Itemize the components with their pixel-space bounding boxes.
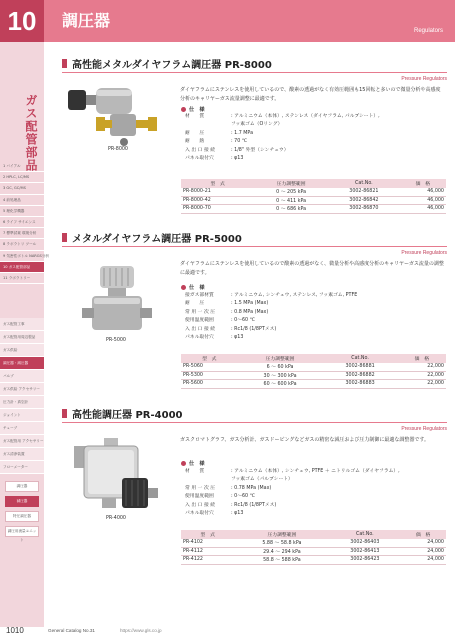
spec-value: : 0〜60 ℃ — [231, 494, 256, 500]
spec-label: パネル取付穴 — [185, 156, 214, 162]
spec-value: : 70 ℃ — [231, 139, 248, 145]
table-row — [181, 539, 446, 548]
col-header-model: 型 式 — [181, 354, 238, 363]
spec-row — [185, 468, 445, 476]
spec-label: 使用温度範囲 — [185, 318, 214, 324]
section-marker — [62, 233, 67, 242]
spec-value: : 1.7 MPa — [231, 130, 254, 136]
spec-label: 材 質 — [185, 114, 205, 119]
sidebar-subitem[interactable]: ガス配管用 アクセサリー — [0, 435, 44, 448]
spec-label — [185, 476, 231, 484]
spec-label: 耐 熱 — [185, 139, 205, 145]
spec-label: 材 質 — [185, 469, 205, 474]
section-title-en: Pressure Regulators — [401, 250, 447, 256]
sidebar-subitem[interactable]: ガス供給 — [0, 344, 44, 357]
col-header-range: 圧力調整範囲 — [234, 530, 329, 539]
cell-catno: 3002-86881 — [323, 363, 398, 372]
cell-catno: 3002-86821 — [328, 188, 400, 197]
sidebar-button-active[interactable]: 減圧器 — [5, 496, 39, 507]
section-header-pr4000 — [62, 406, 447, 419]
spec-row — [185, 485, 445, 493]
section-divider — [62, 72, 447, 73]
spec-value: : 1.5 MPa (Max) — [231, 301, 269, 307]
spec-value: : φ13 — [231, 335, 244, 341]
sidebar-subitem[interactable]: バルブ — [0, 370, 44, 383]
cell-model: PR-5600 — [181, 380, 238, 389]
spec-row — [185, 130, 445, 138]
spec-row — [185, 334, 445, 342]
spec-label: 入 出 口 接 続 — [185, 147, 216, 153]
cell-range: 0 〜 686 kPa — [254, 205, 328, 214]
cell-price: 24,000 — [400, 556, 446, 565]
cell-model: PR-5060 — [181, 363, 238, 372]
table-row — [181, 371, 446, 380]
sidebar-chapter-10[interactable]: 10 ガス配管部品 — [0, 262, 44, 273]
section-header-pr8000 — [62, 56, 447, 69]
table-row — [181, 380, 446, 389]
model-table-pr4000 — [181, 530, 446, 565]
section-description: ガスクロマトグラフ、ガス分析計、ガスドーピングなどガスの精密な減圧および圧力制御に最適な調整器です。 — [180, 437, 430, 443]
sidebar-chapter-list — [0, 161, 50, 284]
table-row — [181, 556, 446, 565]
sidebar-chapter-6[interactable]: 6 ライフ サイエンス — [0, 217, 44, 228]
spec-row — [185, 326, 445, 334]
cell-range: 58.8 〜 588 kPa — [234, 556, 329, 565]
spec-row — [185, 138, 445, 146]
spec-label: 入 出 口 接 続 — [185, 326, 216, 332]
spec-row — [185, 147, 445, 155]
spec-label: パネル取付穴 — [185, 511, 214, 517]
spec-row — [185, 121, 445, 129]
page-title: 調圧器 — [62, 11, 111, 30]
sidebar-button[interactable]: 調圧用流量ユニット — [5, 526, 39, 537]
section-marker — [62, 59, 67, 68]
col-header-range: 圧力調整範囲 — [238, 354, 323, 363]
cell-price: 24,000 — [400, 539, 446, 548]
image-caption: PR-8000 — [108, 147, 128, 152]
cell-price: 22,000 — [398, 363, 446, 372]
spec-value: : Rc1/8 (1/8PTメス) — [231, 326, 277, 332]
spec-label: 耐 圧 — [185, 130, 205, 136]
spec-row — [185, 309, 445, 317]
cell-range: 0 〜 411 kPa — [254, 196, 328, 205]
sidebar-chapter-5[interactable]: 5 理化学機器 — [0, 206, 44, 217]
section-title-en: Pressure Regulators — [401, 426, 447, 432]
cell-model: PR-4102 — [181, 539, 234, 548]
section-divider — [62, 246, 447, 247]
cell-model: PR-8000-70 — [181, 205, 254, 214]
col-header-price: 価 格 — [400, 179, 446, 188]
pr8000-product-image — [62, 84, 172, 154]
page-subtitle: Regulators — [413, 28, 443, 34]
sidebar-chapter-11[interactable]: 11 ラボラトリー — [0, 273, 44, 284]
sidebar-chapter-9[interactable]: 9 気密性ボトル NARGS分析 — [0, 251, 44, 262]
cell-price: 22,000 — [398, 380, 446, 389]
spec-label: 接ガス部材質 — [185, 293, 214, 298]
section-title-en: Pressure Regulators — [401, 76, 447, 82]
section-header-pr5000 — [62, 230, 447, 243]
spec-row — [185, 155, 445, 163]
spec-row — [185, 113, 445, 121]
section-description: ダイヤフラムにステンレスを使用しているので酸素の透過がなく、微量分析や高感度分析のキャリヤーガス流量の調整に最適です。 — [180, 261, 444, 276]
cell-price: 46,000 — [400, 196, 446, 205]
spec-value: : φ13 — [231, 156, 244, 162]
col-header-range: 圧力調整範囲 — [254, 179, 328, 188]
col-header-model: 型 式 — [181, 179, 254, 188]
cell-catno: 3002-86423 — [329, 556, 400, 565]
cell-range: 60 〜 600 kPa — [238, 380, 323, 389]
sidebar-vertical-title: ガス配管部品 — [24, 94, 38, 172]
spec-label: 入 出 口 接 続 — [185, 502, 216, 508]
section-title: 高性能調圧器 PR-4000 — [72, 410, 183, 421]
spec-value: : アルミニウム, シンチュウ, ステンレス, フッ素ゴム, PTFE — [231, 293, 358, 298]
sidebar-chapter-3[interactable]: 3 GC, GC/MS — [0, 183, 44, 194]
cell-catno: 3002-86842 — [328, 196, 400, 205]
col-header-catno: Cat.No. — [329, 530, 400, 539]
table-header-row — [181, 530, 446, 539]
section-description: ダイヤフラムにステンレスを使用しているので、酸素の透過がなく有効圧範囲も15回転と多いので微量分析や高感度分析のキャリヤーガス流量調整に最適です。 — [180, 87, 441, 102]
spec-value: : 0〜60 ℃ — [231, 318, 256, 324]
sidebar-chapter-7[interactable]: 7 標準試薬 環境分析 — [0, 228, 44, 239]
bullet-icon — [181, 107, 186, 112]
table-row — [181, 363, 446, 372]
cell-model: PR-8000-42 — [181, 196, 254, 205]
cell-model: PR-5300 — [181, 371, 238, 380]
spec-value: : 0.78 MPa (Max) — [231, 485, 272, 491]
sidebar-subitem-active[interactable]: 調圧器・減圧器 — [0, 357, 44, 370]
spec-label: 使用温度範囲 — [185, 494, 214, 500]
spec-heading: 仕 様 — [181, 284, 205, 291]
cell-catno: 3002-86870 — [328, 205, 400, 214]
spec-value: : アルミニウム（本体）, ステンレス（ダイヤフラム, パルブシート）, — [231, 114, 380, 119]
sidebar-button-group — [5, 481, 39, 541]
spec-row — [185, 292, 445, 300]
spec-row — [185, 300, 445, 308]
cell-model: PR-4112 — [181, 547, 234, 556]
spec-label: 耐 圧 — [185, 301, 205, 307]
table-row — [181, 205, 446, 214]
table-header-row — [181, 354, 446, 363]
sidebar-chapter-1[interactable]: 1 バイアル — [0, 161, 44, 172]
spec-value: : アルミニウム（本体）, シンチュウ, PTFE ＋ ニトリルゴム（ダイヤフラム）, — [231, 469, 400, 474]
spec-value: フッ素ゴム（パルブシート） — [231, 477, 293, 483]
pr4000-product-image — [66, 436, 166, 524]
spec-value: : φ13 — [231, 511, 244, 517]
spec-row — [185, 476, 445, 484]
col-header-price: 価 格 — [400, 530, 446, 539]
sidebar-subitem-list — [0, 318, 44, 474]
section-divider — [62, 422, 447, 423]
spec-row — [185, 493, 445, 501]
cell-range: 6 〜 60 kPa — [238, 363, 323, 372]
image-caption: PR-5000 — [106, 338, 126, 343]
sidebar-subitem[interactable]: ガス清浄装置 — [0, 448, 44, 461]
bullet-icon — [181, 285, 186, 290]
sidebar-chapter-2[interactable]: 2 HPLC, LC/MS — [0, 172, 44, 183]
spec-list — [185, 292, 445, 342]
spec-list — [185, 468, 445, 518]
cell-range: 30 〜 300 kPa — [238, 371, 323, 380]
spec-label: パネル取付穴 — [185, 335, 214, 341]
table-row — [181, 547, 446, 556]
cell-range: 0 〜 205 kPa — [254, 188, 328, 197]
sidebar-button[interactable]: 特圧調圧器 — [5, 511, 39, 522]
spec-value: フッ素ゴム（Oリング） — [231, 122, 283, 128]
sidebar-subitem[interactable]: ガス配管工事 — [0, 318, 44, 331]
sidebar-chapter-4[interactable]: 4 前処理品 — [0, 195, 44, 206]
col-header-price: 価 格 — [398, 354, 446, 363]
spec-value: : 1/8" 外型（シンチュウ） — [231, 147, 289, 153]
cell-catno: 3002-86403 — [329, 539, 400, 548]
cell-model: PR-4122 — [181, 556, 234, 565]
sidebar-button[interactable]: 調圧器 — [5, 481, 39, 492]
image-caption: PR-4000 — [106, 516, 126, 521]
sidebar-subitem[interactable]: 圧力計・真空計 — [0, 396, 44, 409]
spec-row — [185, 317, 445, 325]
cell-range: 5.88 〜 58.8 kPa — [234, 539, 329, 548]
cell-price: 24,000 — [400, 547, 446, 556]
cell-catno: 3002-86883 — [323, 380, 398, 389]
footer-catalog: General Catalog No.31 — [48, 628, 95, 633]
section-marker — [62, 409, 67, 418]
model-table-pr8000 — [181, 179, 446, 214]
spec-label: 常 用 一 次 圧 — [185, 309, 216, 315]
bullet-icon — [181, 461, 186, 466]
model-table-pr5000 — [181, 354, 446, 389]
section-title: 高性能メタルダイヤフラム調圧器 PR-8000 — [72, 60, 272, 71]
spec-list — [185, 113, 445, 163]
sidebar-subitem[interactable]: ガス供給 アクセサリー — [0, 383, 44, 396]
sidebar-subitem[interactable]: チューブ — [0, 422, 44, 435]
sidebar-chapter-8[interactable]: 8 ラボラトリ ツール — [0, 239, 44, 250]
sidebar-subitem[interactable]: ガス配管用周辺製品 — [0, 331, 44, 344]
cell-catno: 3002-86413 — [329, 547, 400, 556]
spec-label — [185, 121, 231, 129]
spec-value: : Rc1/8 (1/8PTメス) — [231, 502, 277, 508]
spec-row — [185, 510, 445, 518]
cell-range: 29.4 〜 294 kPa — [234, 547, 329, 556]
page-number: 1010 — [6, 626, 24, 635]
pr5000-product-image — [78, 262, 158, 342]
cell-price: 46,000 — [400, 188, 446, 197]
col-header-catno: Cat.No. — [328, 179, 400, 188]
footer-url-link[interactable]: https://www.gls.co.jp — [120, 628, 162, 633]
col-header-catno: Cat.No. — [323, 354, 398, 363]
sidebar-subitem[interactable]: ジョイント — [0, 409, 44, 422]
cell-catno: 3002-86882 — [323, 371, 398, 380]
cell-model: PR-8000-21 — [181, 188, 254, 197]
cell-price: 46,000 — [400, 205, 446, 214]
spec-heading: 仕 様 — [181, 106, 205, 113]
table-header-row — [181, 179, 446, 188]
spec-row — [185, 502, 445, 510]
table-row — [181, 196, 446, 205]
spec-heading: 仕 様 — [181, 460, 205, 467]
col-header-model: 型 式 — [181, 530, 234, 539]
section-title: メタルダイヤフラム調圧器 PR-5000 — [72, 234, 242, 245]
sidebar-subitem[interactable]: フローメーター — [0, 461, 44, 474]
spec-value: : 0.8 MPa (Max) — [231, 309, 269, 315]
table-row — [181, 188, 446, 197]
cell-price: 22,000 — [398, 371, 446, 380]
spec-label: 常 用 一 次 圧 — [185, 485, 216, 491]
chapter-number: 10 — [0, 0, 44, 42]
